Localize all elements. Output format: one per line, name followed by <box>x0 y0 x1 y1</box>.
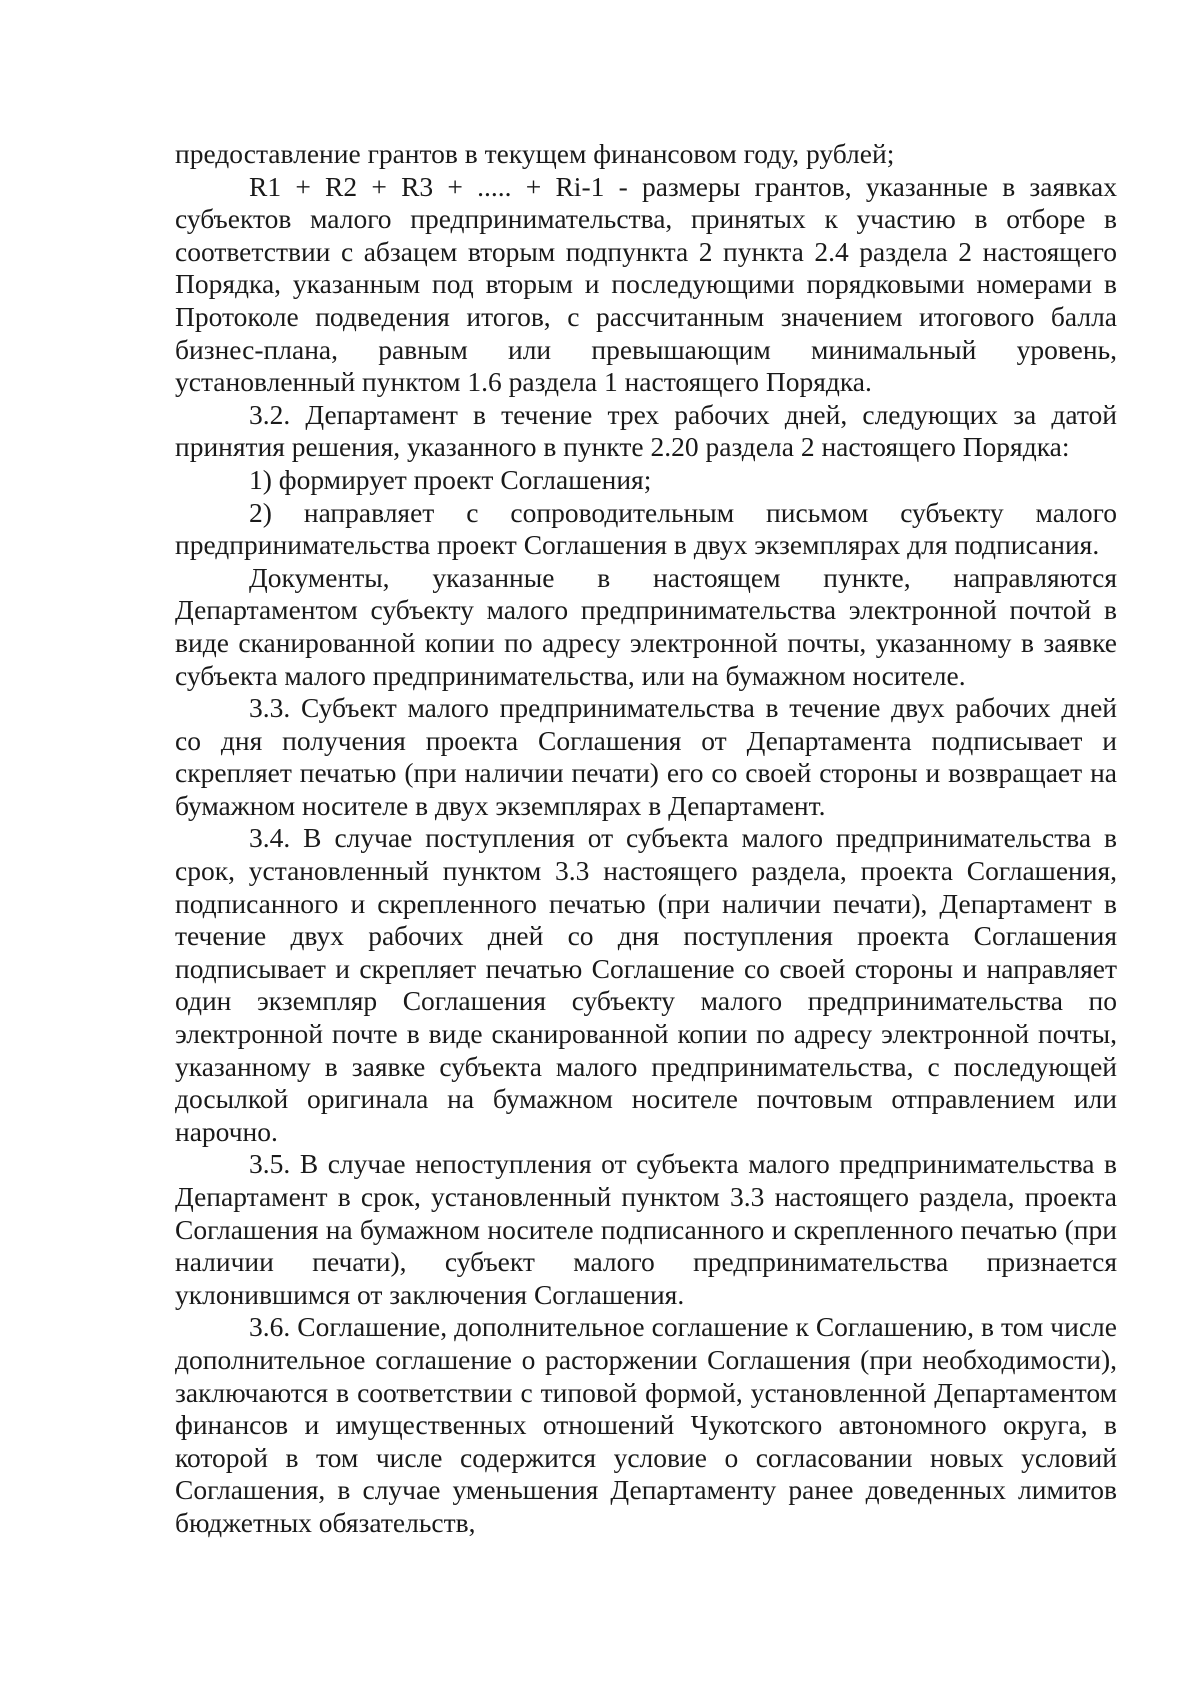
paragraph-3-6: 3.6. Соглашение, дополнительное соглашение к Соглашению, в том числе дополнительное соглашение о расторжении Соглашения (при необходимости), заключаются в соответствии с типовой формой, установленной Департаментом финансов и имущественных отношений Чукотского автономного округа, в которой в том числе содержится условие о согласовании новых условий Соглашения, в случае уменьшения Департаменту ранее доведенных лимитов бюджетных обязательств, <box>175 1311 1117 1538</box>
paragraph-3-3: 3.3. Субъект малого предпринимательства в течение двух рабочих дней со дня получения проекта Соглашения от Департамента подписывает и скрепляет печатью (при наличии печати) его со своей стороны и возвращает на бумажном носителе в двух экземплярах в Департамент. <box>175 692 1117 821</box>
paragraph-3-5: 3.5. В случае непоступления от субъекта малого предпринимательства в Департамент в срок, установленный пунктом 3.3 настоящего раздела, проекта Соглашения на бумажном носителе подписанного и скрепленного печатью (при наличии печати), субъект малого предпринимательства признается уклонившимся от заключения Соглашения. <box>175 1148 1117 1310</box>
paragraph-continuation: предоставление грантов в текущем финансовом году, рублей; <box>175 138 895 169</box>
paragraph-3-2-item-2: 2) направляет с сопроводительным письмом субъекту малого предпринимательства проект Соглашения в двух экземплярах для подписания. <box>175 496 1117 561</box>
paragraph-3-4: 3.4. В случае поступления от субъекта малого предпринимательства в срок, установленный пунктом 3.3 настоящего раздела, проекта Соглашения, подписанного и скрепленного печатью (при наличии печати), Департамент в течение двух рабочих дней со дня поступления проекта Соглашения подписывает и скрепляет печатью Соглашение со своей стороны и направляет один экземпляр Соглашения субъекту малого предпринимательства по электронной почте в виде сканированной копии по адресу электронной почты, указанному в заявке субъекта малого предпринимательства, с последующей досылкой оригинала на бумажном носителе почтовым отправлением или нарочно. <box>175 822 1117 1147</box>
paragraph-3-2: 3.2. Департамент в течение трех рабочих дней, следующих за датой принятия решения, указанного в пункте 2.20 раздела 2 настоящего Порядка: <box>175 398 1117 463</box>
paragraph-3-2-item-1: 1) формирует проект Соглашения; <box>249 463 652 495</box>
paragraph-formula-definition: R1 + R2 + R3 + ..... + Ri-1 - размеры грантов, указанные в заявках субъектов малого предпринимательства, принятых к участию в отборе в соответствии с абзацем вторым подпункта 2 пункта 2.4 раздела 2 настоящего Порядка, указанным под вторым и последующими порядковыми номерами в Протоколе подведения итогов, с рассчитанным значением итогового балла бизнес-плана, равным или превышающим минимальный уровень, установленный пунктом 1.6 раздела 1 настоящего Порядка. <box>175 170 1117 398</box>
document-body <box>175 138 1117 1540</box>
paragraph-documents: Документы, указанные в настоящем пункте, направляются Департаментом субъекту малого предпринимательства электронной почтой в виде сканированной копии по адресу электронной почты, указанному в заявке субъекта малого предпринимательства, или на бумажном носителе. <box>175 561 1117 691</box>
